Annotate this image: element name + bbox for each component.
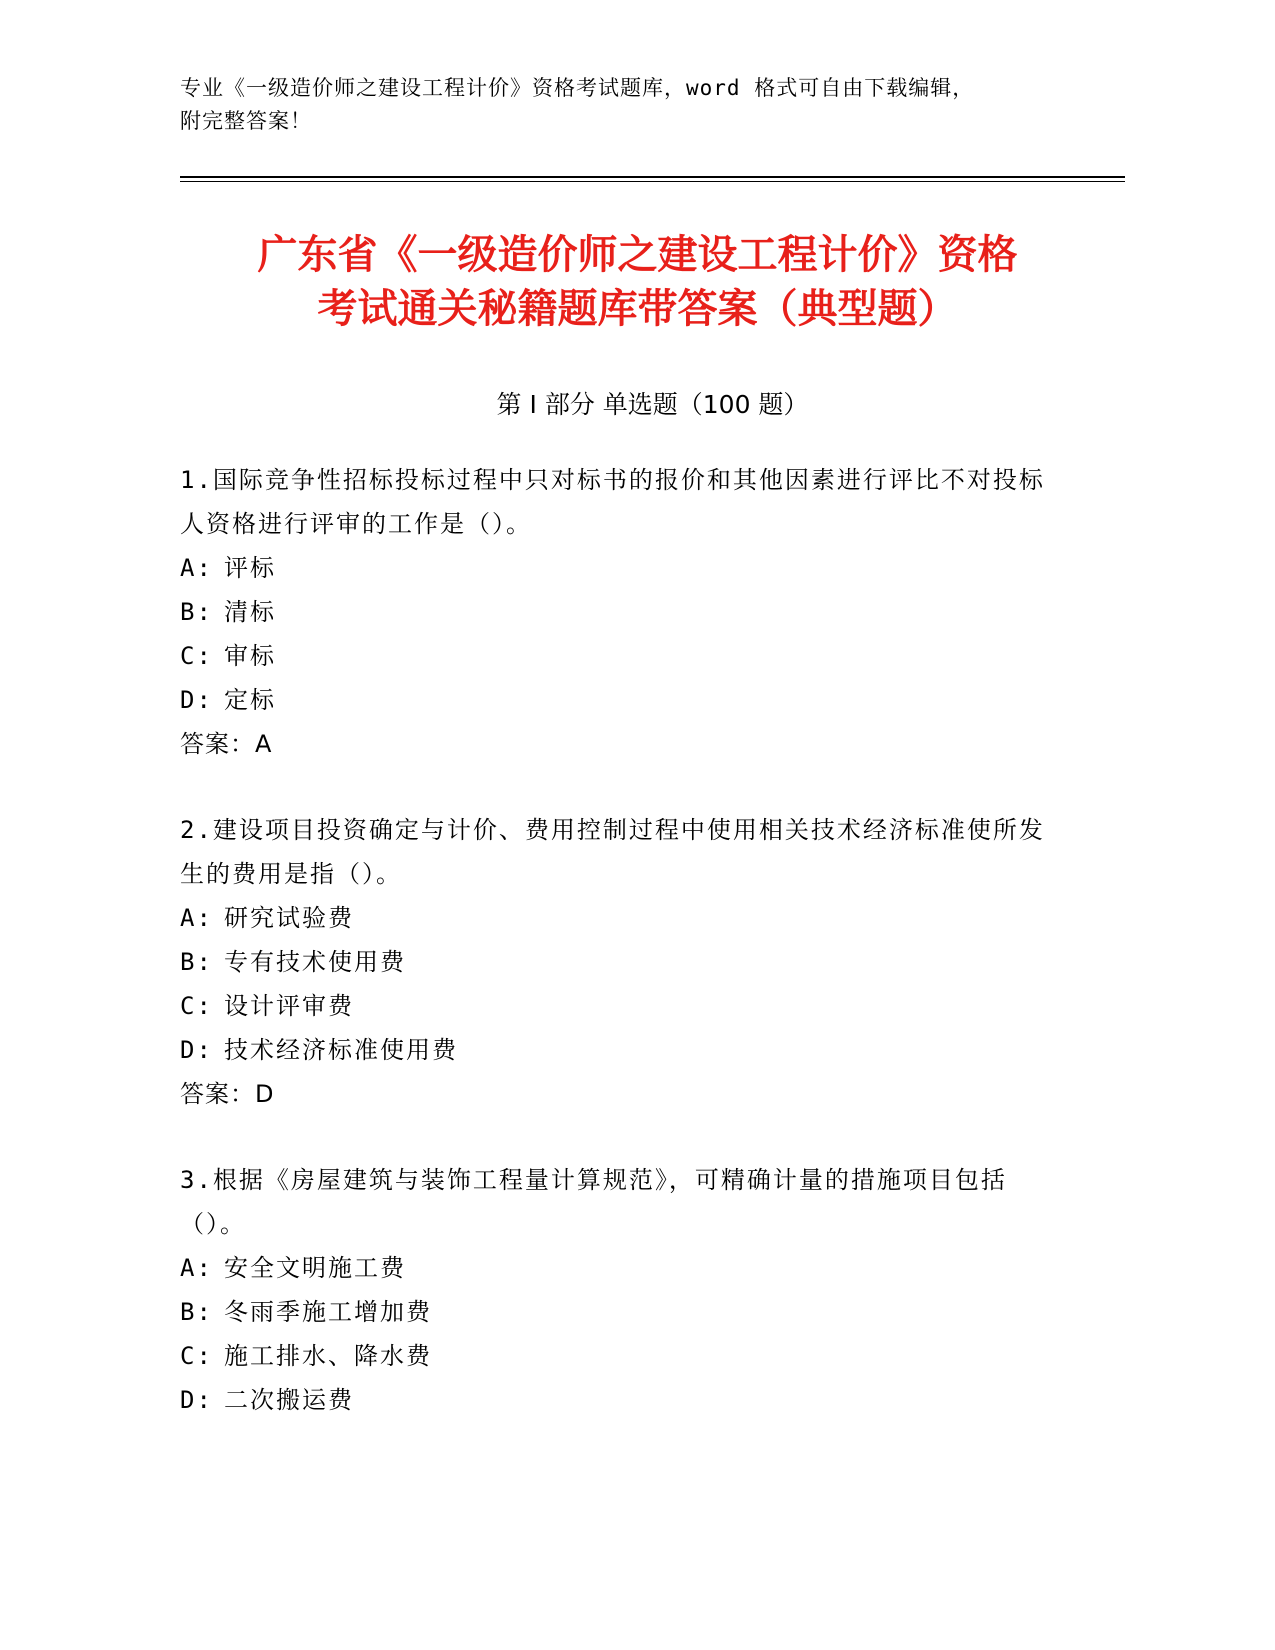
option-letter: C:: [180, 642, 213, 670]
answer-label: 答案：A: [180, 730, 273, 758]
option-b: [180, 1290, 1050, 1334]
section-title: 第 I 部分 单选题（100 题）: [496, 390, 809, 419]
option-d: [180, 1378, 1050, 1422]
option-text: 清标: [224, 598, 276, 626]
answer-label: 答案：D: [180, 1080, 275, 1108]
question-1: [180, 458, 1050, 766]
option-letter: B:: [180, 598, 213, 626]
header-note-line-2: 附完整答案！: [180, 109, 312, 133]
option-letter: A:: [180, 904, 213, 932]
question-stem: 3.根据《房屋建筑与装饰工程量计算规范》，可精确计量的措施项目包括（）。: [180, 1166, 1007, 1238]
question-2: [180, 808, 1050, 1116]
option-text: 审标: [224, 642, 276, 670]
option-a: [180, 896, 1050, 940]
option-b: [180, 590, 1050, 634]
option-text: 二次搬运费: [224, 1386, 354, 1414]
option-text: 专有技术使用费: [224, 948, 406, 976]
option-letter: C:: [180, 992, 213, 1020]
option-c: [180, 1334, 1050, 1378]
document-title: [150, 228, 1125, 336]
option-text: 定标: [224, 686, 276, 714]
option-b: [180, 940, 1050, 984]
document-title-line-1: 广东省《一级造价师之建设工程计价》资格: [257, 232, 1018, 278]
option-letter: D:: [180, 686, 213, 714]
question-3: [180, 1158, 1050, 1422]
question-stem: 2.建设项目投资确定与计价、费用控制过程中使用相关技术经济标准使所发生的费用是指（）。: [180, 816, 1045, 888]
option-a: [180, 546, 1050, 590]
option-text: 安全文明施工费: [224, 1254, 406, 1282]
option-c: [180, 984, 1050, 1028]
option-letter: D:: [180, 1386, 213, 1414]
option-d: [180, 678, 1050, 722]
option-letter: B:: [180, 1298, 213, 1326]
option-c: [180, 634, 1050, 678]
header-note-line-1: 专业《一级造价师之建设工程计价》资格考试题库，word 格式可自由下载编辑，: [180, 76, 975, 100]
option-text: 评标: [224, 554, 276, 582]
header-note: [180, 72, 1140, 138]
document-title-line-2: 考试通关秘籍题库带答案（典型题）: [317, 286, 958, 332]
header-divider-thin: [180, 181, 1125, 182]
question-stem: 1.国际竞争性招标投标过程中只对标书的报价和其他因素进行评比不对投标人资格进行评审的工作是（）。: [180, 466, 1045, 538]
option-text: 技术经济标准使用费: [224, 1036, 458, 1064]
option-letter: A:: [180, 1254, 213, 1282]
option-letter: C:: [180, 1342, 213, 1370]
option-text: 研究试验费: [224, 904, 354, 932]
option-text: 设计评审费: [224, 992, 354, 1020]
option-letter: B:: [180, 948, 213, 976]
option-text: 冬雨季施工增加费: [224, 1298, 432, 1326]
option-text: 施工排水、降水费: [224, 1342, 432, 1370]
option-d: [180, 1028, 1050, 1072]
option-letter: D:: [180, 1036, 213, 1064]
header-divider-thick: [180, 176, 1125, 178]
option-letter: A:: [180, 554, 213, 582]
option-a: [180, 1246, 1050, 1290]
